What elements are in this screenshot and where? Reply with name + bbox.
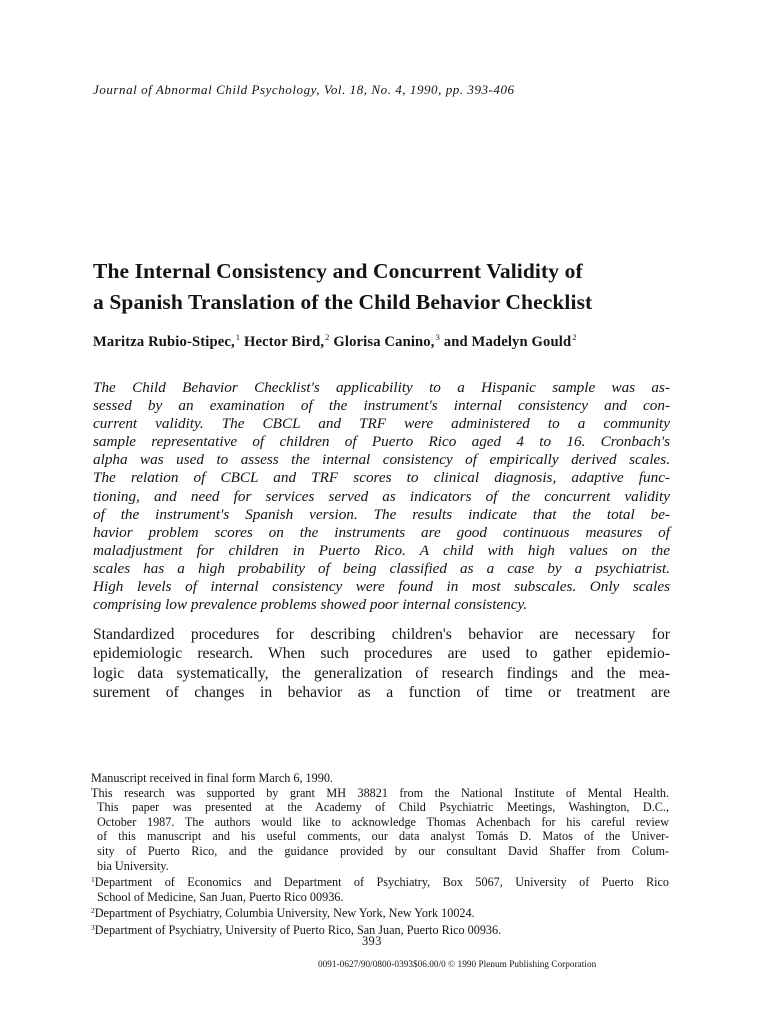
abstract-line: of the instrument's Spanish version. The results indicate that the total be- — [93, 505, 670, 523]
abstract — [93, 379, 670, 614]
abstract-line: The Child Behavior Checklist's applicability to a Hispanic sample was as- — [93, 379, 670, 396]
footnote-text: Department of Economics and Department of Psychiatry, Box 5067, University of Puerto Rico — [94, 875, 669, 890]
author-affiliation-mark: 3 — [435, 332, 440, 342]
footnote-text: Department of Psychiatry, Columbia University, New York, New York 10024. — [94, 906, 475, 921]
copyright-line: 0091-0627/90/0800-0393$06.00/0 © 1990 Plenum Publishing Corporation — [318, 959, 597, 969]
title-line: a Spanish Translation of the Child Behavior Checklist — [93, 290, 593, 314]
title-line: The Internal Consistency and Concurrent Validity of — [93, 259, 583, 283]
abstract-line: alpha was used to assess the internal consistency of empirically derived scales. — [93, 451, 670, 469]
footnote-line: October 1987. The authors would like to acknowledge Thomas Achenbach for his careful review — [97, 814, 669, 829]
abstract-line: havior problem scores on the instruments are good continuous measures of — [93, 523, 670, 541]
article-title — [93, 256, 673, 318]
manuscript-received-note — [91, 771, 669, 786]
footnote-line: School of Medicine, San Juan, Puerto Rico 00936. — [97, 889, 344, 904]
author-name: Glorisa Canino, — [333, 334, 435, 350]
abstract-line: sessed by an examination of the instrument's internal consistency and con- — [93, 397, 670, 415]
footnote-line: bia University. — [97, 858, 169, 873]
abstract-line: maladjustment for children in Puerto Rico. A child with high values on the — [93, 541, 670, 559]
body-paragraph — [93, 625, 670, 703]
author-affiliation-mark: 2 — [572, 332, 577, 342]
footnote-text: Department of Psychiatry, University of Puerto Rico, San Juan, Puerto Rico 00936. — [94, 922, 502, 937]
abstract-line: tioning, and need for services served as indicators of the concurrent validity — [93, 487, 670, 505]
author-name: and Madelyn Gould — [443, 334, 572, 350]
author-name: Maritza Rubio-Stipec, — [93, 334, 235, 350]
funding-acknowledgement-note — [91, 786, 669, 874]
affiliation-note-2 — [91, 904, 669, 921]
body-line: Standardized procedures for describing children's behavior are necessary for — [93, 626, 670, 643]
author-affiliation-mark: 1 — [235, 332, 241, 342]
footnotes — [91, 771, 669, 938]
abstract-line: The relation of CBCL and TRF scores to clinical diagnosis, adaptive func- — [93, 469, 670, 487]
body-line: epidemiologic research. When such procedures are used to gather epidemio- — [93, 645, 670, 663]
footnote-mark: 2 — [91, 906, 95, 916]
body-line: logic data systematically, the generalization of research findings and the mea- — [93, 664, 670, 682]
footnote-line: sity of Puerto Rico, and the guidance provided by our consultant David Shaffer from Colum- — [97, 843, 669, 858]
author-affiliation-mark: 2 — [325, 332, 330, 342]
author-name: Hector Bird, — [244, 334, 325, 350]
footnote-line: of this manuscript and his useful comments, our data analyst Tomás D. Matos of the Univer- — [97, 829, 669, 844]
abstract-line: High levels of internal consistency were found in most subscales. Only scales — [93, 578, 670, 596]
abstract-line: current validity. The CBCL and TRF were administered to a community — [93, 415, 670, 433]
abstract-line: sample representative of children of Puerto Rico aged 4 to 16. Cronbach's — [93, 433, 670, 451]
footnote-mark: 1 — [91, 875, 95, 885]
author-list — [93, 332, 577, 351]
journal-citation-header: Journal of Abnormal Child Psychology, Vol. 18, No. 4, 1990, pp. 393-406 — [93, 82, 515, 97]
abstract-line: scales has a high probability of being classified as a case by a psychiatrist. — [93, 559, 670, 577]
body-line: surement of changes in behavior as a function of time or treatment are — [93, 684, 670, 702]
footnote-line — [91, 873, 669, 890]
page-number: 393 — [362, 934, 382, 948]
footnote-line — [91, 904, 669, 921]
footnote-line: This research was supported by grant MH 38821 from the National Institute of Mental Health. — [91, 785, 669, 800]
affiliation-note-1 — [91, 873, 669, 904]
footnote-line: This paper was presented at the Academy of Child Psychiatric Meetings, Washington, D.C., — [97, 800, 669, 815]
footnote-line: Manuscript received in final form March 6, 1990. — [91, 771, 333, 785]
abstract-line: comprising low prevalence problems showed poor internal consistency. — [93, 596, 528, 614]
footnote-mark: 3 — [91, 922, 95, 932]
